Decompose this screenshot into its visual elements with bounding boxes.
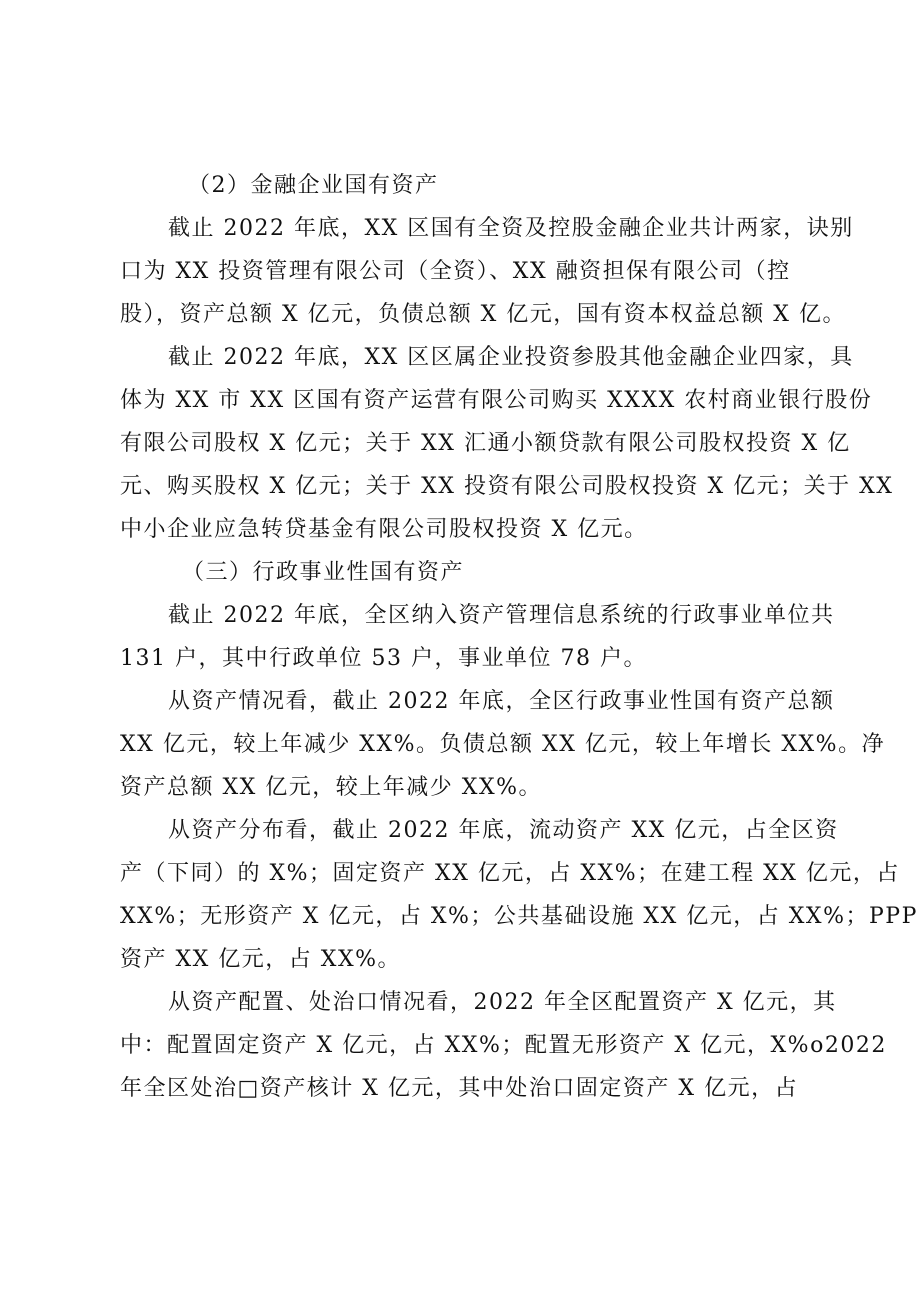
paragraph-line: 元、购买股权 X 亿元；关于 XX 投资有限公司股权投资 X 亿元；关于 XX	[120, 474, 894, 499]
paragraph-line: 截止 2022 年底，XX 区区属企业投资参股其他金融企业四家，具	[168, 345, 854, 370]
paragraph-line: 有限公司股权 X 亿元；关于 XX 汇通小额贷款有限公司股权投资 X 亿	[120, 431, 851, 456]
paragraph-line: 口为 XX 投资管理有限公司（全资）、XX 融资担保有限公司（控	[120, 259, 791, 284]
paragraph-line: 131 户，其中行政单位 53 户，事业单位 78 户。	[120, 646, 647, 671]
paragraph-line: 资产总额 XX 亿元，较上年减少 XX%。	[120, 775, 543, 800]
paragraph-line: 中小企业应急转贷基金有限公司股权投资 X 亿元。	[120, 517, 648, 542]
paragraph-line: 年全区处治□资产核计 X 亿元，其中处治口固定资产 X 亿元，占	[120, 1076, 799, 1101]
paragraph-line: 产（下同）的 X%；固定资产 XX 亿元，占 XX%；在建工程 XX 亿元，占	[120, 861, 900, 886]
paragraph-line: XX%；无形资产 X 亿元，占 X%；公共基础设施 XX 亿元，占 XX%；PPP	[120, 904, 918, 929]
heading-administrative-assets: （三）行政事业性国有资产	[182, 560, 465, 585]
paragraph-line: XX 亿元，较上年减少 XX%。负债总额 XX 亿元，较上年增长 XX%。净	[120, 732, 886, 757]
paragraph-line: 从资产情况看，截止 2022 年底，全区行政事业性国有资产总额	[168, 689, 835, 714]
paragraph-line: 从资产分布看，截止 2022 年底，流动资产 XX 亿元，占全区资	[168, 818, 839, 843]
paragraph-line: 体为 XX 市 XX 区国有资产运营有限公司购买 XXXX 农村商业银行股份	[120, 388, 873, 413]
paragraph-line: 资产 XX 亿元，占 XX%。	[120, 947, 402, 972]
paragraph-line: 从资产配置、处治口情况看，2022 年全区配置资产 X 亿元，其	[168, 990, 837, 1015]
heading-financial-enterprise-assets: （2）金融企业国有资产	[188, 173, 439, 198]
paragraph-line: 中：配置固定资产 X 亿元，占 XX%；配置无形资产 X 亿元，X%o2022	[120, 1033, 887, 1058]
paragraph-line: 股），资产总额 X 亿元，负债总额 X 亿元，国有资本权益总额 X 亿。	[120, 302, 846, 327]
paragraph-line: 截止 2022 年底，XX 区国有全资及控股金融企业共计两家，诀别	[168, 216, 854, 241]
paragraph-line: 截止 2022 年底，全区纳入资产管理信息系统的行政事业单位共	[168, 603, 835, 628]
